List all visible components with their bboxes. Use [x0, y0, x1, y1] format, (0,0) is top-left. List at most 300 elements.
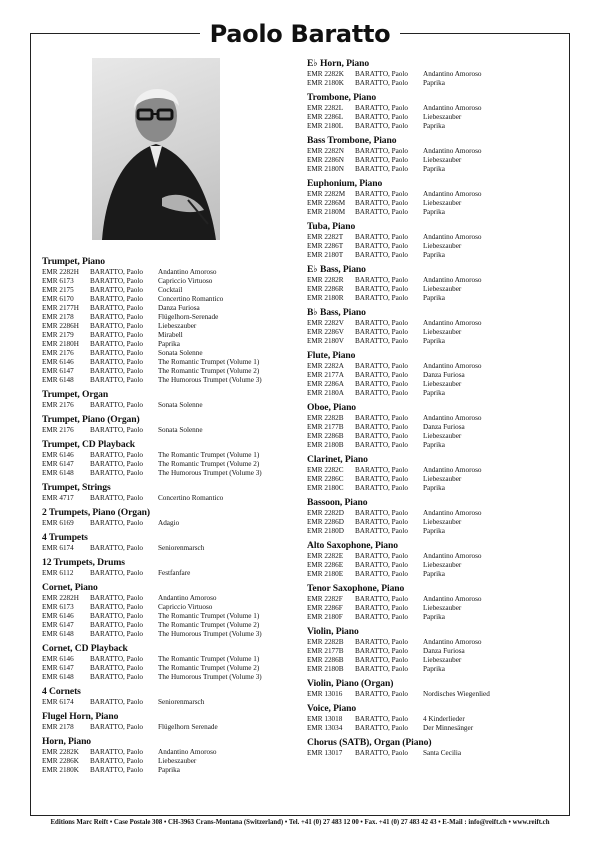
catalog-row [42, 286, 292, 295]
catalog-row [307, 79, 562, 88]
instrument-section [42, 639, 292, 682]
instrument-section [307, 536, 562, 579]
catalog-code: EMR 6147 [42, 460, 74, 468]
catalog-code: EMR 13034 [307, 724, 343, 732]
catalog-row [307, 251, 562, 260]
catalog-row [307, 484, 562, 493]
catalog-code: EMR 2180N [307, 165, 344, 173]
work-title: Andantino Amoroso [423, 414, 482, 422]
catalog-row [307, 613, 562, 622]
catalog-code: EMR 2282T [307, 233, 344, 241]
composer-name: BARATTO, Paolo [355, 208, 408, 216]
catalog-code: EMR 4717 [42, 494, 74, 502]
catalog-row [42, 612, 292, 621]
composer-name: BARATTO, Paolo [355, 362, 408, 370]
catalog-row [42, 358, 292, 367]
composer-name: BARATTO, Paolo [90, 519, 143, 527]
catalog-row [307, 122, 562, 131]
work-title: Adagio [158, 519, 180, 527]
instrument-section [307, 88, 562, 131]
work-title: Flügelhorn Serenade [158, 723, 218, 731]
composer-name: BARATTO, Paolo [90, 451, 143, 459]
composer-name: BARATTO, Paolo [90, 603, 143, 611]
work-title: Paprika [423, 208, 445, 216]
work-title: Liebeszauber [423, 113, 462, 121]
work-title: Flügelhorn-Serenade [158, 313, 219, 321]
catalog-row [42, 460, 292, 469]
catalog-row [42, 621, 292, 630]
catalog-row [307, 647, 562, 656]
composer-name: BARATTO, Paolo [355, 715, 408, 723]
instrument-section [307, 674, 562, 699]
catalog-row [307, 570, 562, 579]
catalog-row [307, 380, 562, 389]
catalog-row [42, 349, 292, 358]
composer-name: BARATTO, Paolo [90, 367, 143, 375]
composer-name: BARATTO, Paolo [90, 277, 143, 285]
work-title: Liebeszauber [423, 242, 462, 250]
composer-name: BARATTO, Paolo [355, 604, 408, 612]
section-title: Clarinet, Piano [307, 454, 368, 465]
catalog-row [42, 544, 292, 553]
composer-name: BARATTO, Paolo [90, 469, 143, 477]
instrument-section [42, 252, 292, 385]
composer-name: BARATTO, Paolo [90, 460, 143, 468]
instrument-section [307, 493, 562, 536]
catalog-code: EMR 2180B [307, 441, 344, 449]
catalog-row [307, 104, 562, 113]
catalog-row [307, 242, 562, 251]
catalog-row [42, 630, 292, 639]
section-title: Violin, Piano [307, 626, 359, 637]
composer-name: BARATTO, Paolo [355, 156, 408, 164]
section-title: Trumpet, Organ [42, 389, 109, 400]
section-title: 4 Cornets [42, 686, 81, 697]
work-title: Mirabell [158, 331, 183, 339]
catalog-row [307, 362, 562, 371]
catalog-code: EMR 6146 [42, 358, 74, 366]
work-title: Andantino Amoroso [158, 748, 217, 756]
instrument-section [307, 346, 562, 398]
instrument-section [307, 54, 562, 88]
catalog-code: EMR 6148 [42, 469, 74, 477]
composer-name: BARATTO, Paolo [90, 322, 143, 330]
composer-name: BARATTO, Paolo [90, 612, 143, 620]
catalog-code: EMR 6174 [42, 698, 74, 706]
work-title: Liebeszauber [423, 475, 462, 483]
catalog-code: EMR 2286A [307, 380, 344, 388]
composer-name: BARATTO, Paolo [90, 594, 143, 602]
composer-name: BARATTO, Paolo [90, 766, 143, 774]
catalog-code: EMR 2176 [42, 349, 74, 357]
composer-name: BARATTO, Paolo [355, 233, 408, 241]
composer-name: BARATTO, Paolo [90, 748, 143, 756]
catalog-code: EMR 2176 [42, 426, 74, 434]
catalog-row [42, 451, 292, 460]
composer-name: BARATTO, Paolo [90, 544, 143, 552]
section-title: E♭ Bass, Piano [307, 264, 366, 275]
section-title: Tuba, Piano [307, 221, 356, 232]
catalog-code: EMR 6173 [42, 277, 74, 285]
section-title: Violin, Piano (Organ) [307, 678, 394, 689]
composer-name: BARATTO, Paolo [355, 552, 408, 560]
composer-name: BARATTO, Paolo [355, 749, 408, 757]
work-title: Paprika [423, 441, 445, 449]
instrument-section [42, 410, 292, 435]
instrument-section [307, 733, 562, 758]
catalog-code: EMR 6146 [42, 612, 74, 620]
section-title: Trumpet, Piano (Organ) [42, 414, 140, 425]
composer-name: BARATTO, Paolo [355, 466, 408, 474]
catalog-row [307, 552, 562, 561]
catalog-code: EMR 6148 [42, 376, 74, 384]
composer-name: BARATTO, Paolo [355, 294, 408, 302]
section-title: Trumpet, Piano [42, 256, 105, 267]
composer-name: BARATTO, Paolo [355, 423, 408, 431]
composer-name: BARATTO, Paolo [90, 331, 143, 339]
work-title: Paprika [158, 340, 180, 348]
work-title: Capriccio Virtuoso [158, 277, 213, 285]
catalog-code: EMR 2286L [307, 113, 344, 121]
catalog-row [42, 673, 292, 682]
work-title: Sonata Solenne [158, 349, 203, 357]
catalog-code: EMR 6112 [42, 569, 74, 577]
work-title: The Romantic Trumpet (Volume 1) [158, 612, 260, 620]
catalog-code: EMR 2180L [307, 122, 344, 130]
catalog-row [42, 757, 292, 766]
catalog-row [307, 208, 562, 217]
composer-name: BARATTO, Paolo [90, 340, 143, 348]
catalog-code: EMR 2282B [307, 414, 344, 422]
work-title: Der Minnesänger [423, 724, 474, 732]
section-title: Bass Trombone, Piano [307, 135, 397, 146]
catalog-row [42, 748, 292, 757]
catalog-row [42, 340, 292, 349]
work-title: Liebeszauber [423, 604, 462, 612]
catalog-code: EMR 2286K [42, 757, 79, 765]
composer-name: BARATTO, Paolo [90, 723, 143, 731]
catalog-code: EMR 2286C [307, 475, 344, 483]
catalog-row [307, 749, 562, 758]
catalog-row [307, 423, 562, 432]
catalog-row [42, 322, 292, 331]
work-title: The Romantic Trumpet (Volume 1) [158, 451, 260, 459]
section-title: Chorus (SATB), Organ (Piano) [307, 737, 432, 748]
work-title: Andantino Amoroso [158, 268, 217, 276]
catalog-row [307, 509, 562, 518]
catalog-code: EMR 2179 [42, 331, 74, 339]
work-title: Liebeszauber [423, 199, 462, 207]
catalog-row [307, 724, 562, 733]
composer-name: BARATTO, Paolo [355, 518, 408, 526]
section-title: Oboe, Piano [307, 402, 357, 413]
section-title: E♭ Horn, Piano [307, 58, 370, 69]
work-title: Liebeszauber [423, 432, 462, 440]
section-title: B♭ Bass, Piano [307, 307, 366, 318]
work-title: Liebeszauber [158, 322, 197, 330]
composer-name: BARATTO, Paolo [355, 595, 408, 603]
catalog-row [307, 165, 562, 174]
catalog-code: EMR 2176 [42, 401, 74, 409]
work-title: Nordisches Wiegenlied [423, 690, 490, 698]
composer-name: BARATTO, Paolo [90, 673, 143, 681]
catalog-code: EMR 2180M [307, 208, 346, 216]
work-title: Paprika [423, 527, 445, 535]
instrument-section [42, 478, 292, 503]
catalog-code: EMR 6148 [42, 673, 74, 681]
work-title: The Romantic Trumpet (Volume 1) [158, 655, 260, 663]
catalog-row [307, 518, 562, 527]
catalog-row [42, 766, 292, 775]
catalog-row [42, 331, 292, 340]
work-title: Paprika [423, 389, 445, 397]
catalog-row [42, 469, 292, 478]
composer-name: BARATTO, Paolo [355, 380, 408, 388]
catalog-code: EMR 2282K [42, 748, 79, 756]
catalog-code: EMR 2282C [307, 466, 344, 474]
section-title: Trumpet, CD Playback [42, 439, 135, 450]
catalog-row [307, 371, 562, 380]
work-title: Paprika [423, 613, 445, 621]
catalog-code: EMR 6147 [42, 664, 74, 672]
composer-name: BARATTO, Paolo [355, 165, 408, 173]
composer-name: BARATTO, Paolo [355, 285, 408, 293]
catalog-code: EMR 6146 [42, 655, 74, 663]
catalog-code: EMR 2282L [307, 104, 344, 112]
catalog-row [307, 190, 562, 199]
catalog-row [307, 432, 562, 441]
work-title: Liebeszauber [423, 285, 462, 293]
catalog-row [307, 156, 562, 165]
catalog-row [42, 426, 292, 435]
work-title: Danza Furiosa [423, 371, 465, 379]
catalog-row [307, 604, 562, 613]
section-title: Horn, Piano [42, 736, 92, 747]
catalog-code: EMR 6147 [42, 621, 74, 629]
composer-name: BARATTO, Paolo [355, 113, 408, 121]
instrument-section [307, 579, 562, 622]
catalog-code: EMR 2177A [307, 371, 344, 379]
catalog-row [307, 199, 562, 208]
composer-photo [92, 58, 220, 240]
instrument-section [42, 732, 292, 775]
catalog-code: EMR 2286F [307, 604, 343, 612]
work-title: Paprika [423, 251, 445, 259]
composer-name: BARATTO, Paolo [90, 358, 143, 366]
work-title: Paprika [423, 79, 445, 87]
composer-name: BARATTO, Paolo [355, 656, 408, 664]
catalog-code: EMR 2180H [42, 340, 79, 348]
work-title: Liebeszauber [423, 156, 462, 164]
section-title: 2 Trumpets, Piano (Organ) [42, 507, 151, 518]
catalog-code: EMR 6146 [42, 451, 74, 459]
catalog-code: EMR 2180B [307, 665, 344, 673]
catalog-code: EMR 2180V [307, 337, 344, 345]
catalog-code: EMR 2282M [307, 190, 346, 198]
instrument-section [42, 385, 292, 410]
instrument-section [307, 398, 562, 450]
catalog-row [42, 594, 292, 603]
catalog-row [307, 389, 562, 398]
catalog-row [42, 698, 292, 707]
work-title: Andantino Amoroso [423, 233, 482, 241]
composer-name: BARATTO, Paolo [355, 190, 408, 198]
catalog-code: EMR 2177B [307, 423, 344, 431]
instrument-section [307, 622, 562, 674]
catalog-code: EMR 2286E [307, 561, 344, 569]
work-title: The Romantic Trumpet (Volume 2) [158, 621, 260, 629]
catalog-row [307, 561, 562, 570]
catalog-code: EMR 2175 [42, 286, 74, 294]
catalog-code: EMR 2282E [307, 552, 344, 560]
catalog-row [307, 665, 562, 674]
catalog-code: EMR 2180A [307, 389, 344, 397]
catalog-row [42, 655, 292, 664]
composer-name: BARATTO, Paolo [355, 389, 408, 397]
catalog-row [307, 638, 562, 647]
catalog-row [42, 376, 292, 385]
catalog-code: EMR 2282H [42, 268, 79, 276]
instrument-section [307, 303, 562, 346]
section-title: Bassoon, Piano [307, 497, 368, 508]
catalog-code: EMR 6169 [42, 519, 74, 527]
work-title: Paprika [423, 165, 445, 173]
catalog-code: EMR 2286M [307, 199, 346, 207]
instrument-section [307, 260, 562, 303]
catalog-code: EMR 2180E [307, 570, 344, 578]
catalog-code: EMR 6147 [42, 367, 74, 375]
catalog-code: EMR 2282N [307, 147, 344, 155]
catalog-row [307, 337, 562, 346]
instrument-section [42, 435, 292, 478]
work-title: Seniorenmarsch [158, 544, 205, 552]
work-title: Paprika [158, 766, 180, 774]
composer-name: BARATTO, Paolo [355, 561, 408, 569]
work-title: Seniorenmarsch [158, 698, 205, 706]
work-title: Andantino Amoroso [423, 552, 482, 560]
composer-name: BARATTO, Paolo [90, 494, 143, 502]
catalog-code: EMR 2286B [307, 656, 344, 664]
section-title: Trombone, Piano [307, 92, 377, 103]
composer-name: BARATTO, Paolo [90, 295, 143, 303]
catalog-row [307, 319, 562, 328]
catalog-row [307, 233, 562, 242]
catalog-code: EMR 2177B [307, 647, 344, 655]
work-title: Danza Furiosa [158, 304, 200, 312]
composer-name: BARATTO, Paolo [355, 613, 408, 621]
catalog-row [307, 70, 562, 79]
work-title: Paprika [423, 570, 445, 578]
catalog-code: EMR 2282F [307, 595, 343, 603]
work-title: Andantino Amoroso [423, 147, 482, 155]
work-title: Andantino Amoroso [423, 70, 482, 78]
composer-name: BARATTO, Paolo [355, 724, 408, 732]
composer-name: BARATTO, Paolo [90, 268, 143, 276]
instrument-section [42, 528, 292, 553]
catalog-row [307, 656, 562, 665]
work-title: Paprika [423, 665, 445, 673]
catalog-code: EMR 2286V [307, 328, 344, 336]
work-title: Cocktail [158, 286, 183, 294]
work-title: Concertino Romantico [158, 295, 224, 303]
composer-name: BARATTO, Paolo [90, 349, 143, 357]
composer-name: BARATTO, Paolo [90, 569, 143, 577]
composer-name: BARATTO, Paolo [355, 665, 408, 673]
work-title: The Romantic Trumpet (Volume 2) [158, 460, 260, 468]
catalog-code: EMR 2282H [42, 594, 79, 602]
work-title: Andantino Amoroso [423, 638, 482, 646]
instrument-section [307, 699, 562, 733]
catalog-row [42, 268, 292, 277]
composer-name: BARATTO, Paolo [355, 276, 408, 284]
catalog-code: EMR 2180K [307, 79, 344, 87]
work-title: The Romantic Trumpet (Volume 2) [158, 664, 260, 672]
catalog-code: EMR 13016 [307, 690, 343, 698]
catalog-code: EMR 2286N [307, 156, 344, 164]
work-title: Sonata Solenne [158, 426, 203, 434]
catalog-code: EMR 2286B [307, 432, 344, 440]
work-title: Liebeszauber [423, 380, 462, 388]
composer-name: BARATTO, Paolo [90, 313, 143, 321]
composer-name: BARATTO, Paolo [90, 630, 143, 638]
instrument-section [307, 450, 562, 493]
catalog-row [42, 304, 292, 313]
composer-name: BARATTO, Paolo [90, 655, 143, 663]
catalog-code: EMR 2180K [42, 766, 79, 774]
composer-name: BARATTO, Paolo [90, 664, 143, 672]
page-title: Paolo Baratto [0, 20, 600, 48]
catalog-row [42, 603, 292, 612]
instrument-section [42, 553, 292, 578]
composer-name: BARATTO, Paolo [90, 286, 143, 294]
composer-name: BARATTO, Paolo [355, 432, 408, 440]
catalog-code: EMR 6148 [42, 630, 74, 638]
composer-name: BARATTO, Paolo [90, 757, 143, 765]
work-title: Paprika [423, 337, 445, 345]
section-title: Cornet, CD Playback [42, 643, 128, 654]
instrument-section [307, 174, 562, 217]
catalog-row [42, 313, 292, 322]
catalog-code: EMR 2180T [307, 251, 344, 259]
composer-name: BARATTO, Paolo [355, 509, 408, 517]
catalog-code: EMR 2180F [307, 613, 343, 621]
composer-name: BARATTO, Paolo [90, 304, 143, 312]
section-title: Flute, Piano [307, 350, 356, 361]
catalog-row [307, 527, 562, 536]
catalog-code: EMR 2282R [307, 276, 344, 284]
composer-name: BARATTO, Paolo [355, 690, 408, 698]
composer-name: BARATTO, Paolo [355, 337, 408, 345]
catalog-row [42, 401, 292, 410]
composer-name: BARATTO, Paolo [90, 376, 143, 384]
composer-name: BARATTO, Paolo [355, 570, 408, 578]
section-title: Voice, Piano [307, 703, 357, 714]
catalog-row [42, 519, 292, 528]
work-title: 4 Kinderlieder [423, 715, 465, 723]
composer-name: BARATTO, Paolo [90, 698, 143, 706]
composer-name: BARATTO, Paolo [355, 638, 408, 646]
work-title: Festfanfare [158, 569, 191, 577]
catalog-row [42, 664, 292, 673]
catalog-code: EMR 6174 [42, 544, 74, 552]
work-title: The Humorous Trumpet (Volume 3) [158, 673, 262, 681]
composer-name: BARATTO, Paolo [355, 242, 408, 250]
work-title: The Humorous Trumpet (Volume 3) [158, 469, 262, 477]
catalog-code: EMR 2286H [42, 322, 79, 330]
composer-name: BARATTO, Paolo [355, 441, 408, 449]
catalog-row [307, 328, 562, 337]
section-title: Trumpet, Strings [42, 482, 111, 493]
